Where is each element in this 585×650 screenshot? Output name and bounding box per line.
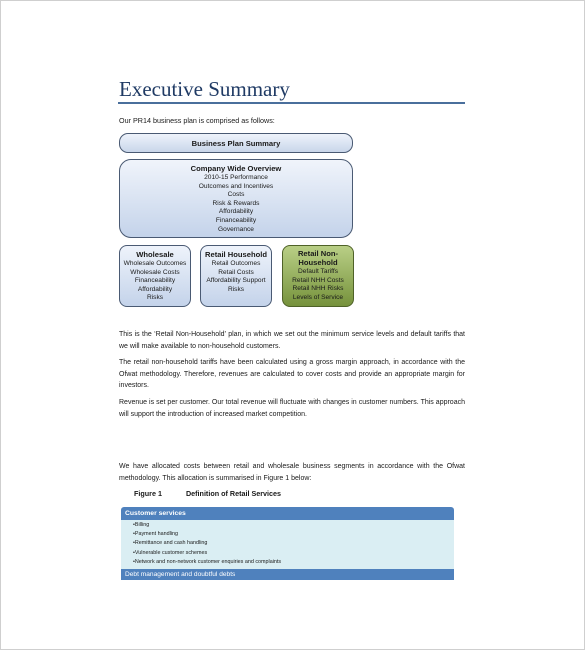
- table-section-header: Customer services: [121, 507, 454, 520]
- figure-title: Definition of Retail Services: [185, 489, 282, 498]
- wholesale-item: Financeability: [134, 277, 176, 285]
- retail-household-item: Retail Costs: [218, 268, 254, 276]
- retail-non-household-item: Levels of Service: [292, 293, 344, 301]
- overview-heading: Company Wide Overview: [190, 164, 282, 173]
- business-plan-summary-label: Business Plan Summary: [191, 139, 281, 148]
- retail-non-household-heading: Retail Non-Household: [297, 249, 339, 267]
- wholesale-item: Wholesale Outcomes: [123, 260, 187, 267]
- paragraph: The retail non-household tariffs have been calculated using a gross margin approach, in accordance with the Ofwat methodology. Therefore, revenues are calculated to cover costs and provide an appropriate margin for investors.: [119, 359, 465, 390]
- wholesale-item: Risks: [146, 294, 164, 302]
- intro-text: Our PR14 business plan is comprised as follows:: [119, 116, 275, 125]
- wholesale-item: Wholesale Costs: [130, 268, 180, 276]
- retail-non-household-item: Retail NHH Costs: [292, 276, 344, 284]
- list-item: •Remittance and cash handling: [133, 540, 208, 547]
- retail-non-household-item: Default Tariffs: [297, 268, 339, 275]
- list-item: •Network and non-network customer enquiries and complaints: [133, 558, 282, 565]
- overview-item: Governance: [218, 225, 254, 233]
- overview-item: Affordability: [218, 208, 254, 216]
- table-section-header: Debt management and doubtful debts: [121, 569, 454, 580]
- retail-household-heading: Retail Household: [204, 250, 268, 259]
- business-plan-summary-box: [119, 133, 353, 153]
- retail-household-item: Affordability Support: [206, 277, 266, 285]
- figure-label: Figure 1: [134, 489, 162, 498]
- retail-services-table: [121, 507, 454, 580]
- company-wide-overview-box: [119, 159, 353, 238]
- retail-household-box: [200, 245, 272, 307]
- title-underline: [118, 102, 465, 104]
- overview-item: Risk & Rewards: [212, 199, 260, 207]
- wholesale-box: [119, 245, 191, 307]
- retail-non-household-item: Retail NHH Risks: [292, 285, 344, 293]
- overview-item: Outcomes and Incentives: [198, 182, 274, 190]
- table-section-body: [121, 520, 454, 569]
- paragraph: Revenue is set per customer. Our total revenue will fluctuate with changes in customer numbers. This approach will support the introduction of increased market competition.: [119, 399, 465, 418]
- wholesale-item: Affordability: [137, 285, 173, 293]
- overview-item: Financeability: [215, 216, 257, 224]
- wholesale-heading: Wholesale: [136, 250, 174, 259]
- page-title: Executive Summary: [119, 77, 290, 101]
- retail-non-household-box: [282, 245, 354, 307]
- overview-item: Costs: [227, 191, 245, 199]
- paragraph: This is the ‘Retail Non-Household’ plan, in which we set out the minimum service levels and default tariffs that we will make available to non-household customers.: [119, 331, 465, 350]
- list-item: •Payment handling: [133, 531, 179, 538]
- overview-item: 2010-15 Performance: [204, 174, 268, 181]
- retail-household-item: Risks: [227, 285, 245, 293]
- figure-caption: [134, 489, 281, 498]
- paragraph: We have allocated costs between retail and wholesale business segments in accordance with the Ofwat methodology. This allocation is summarised in Figure 1 below:: [119, 463, 465, 482]
- retail-household-item: Retail Outcomes: [211, 260, 261, 267]
- list-item: •Billing: [133, 522, 150, 528]
- list-item: •Vulnerable customer schemes: [133, 549, 208, 556]
